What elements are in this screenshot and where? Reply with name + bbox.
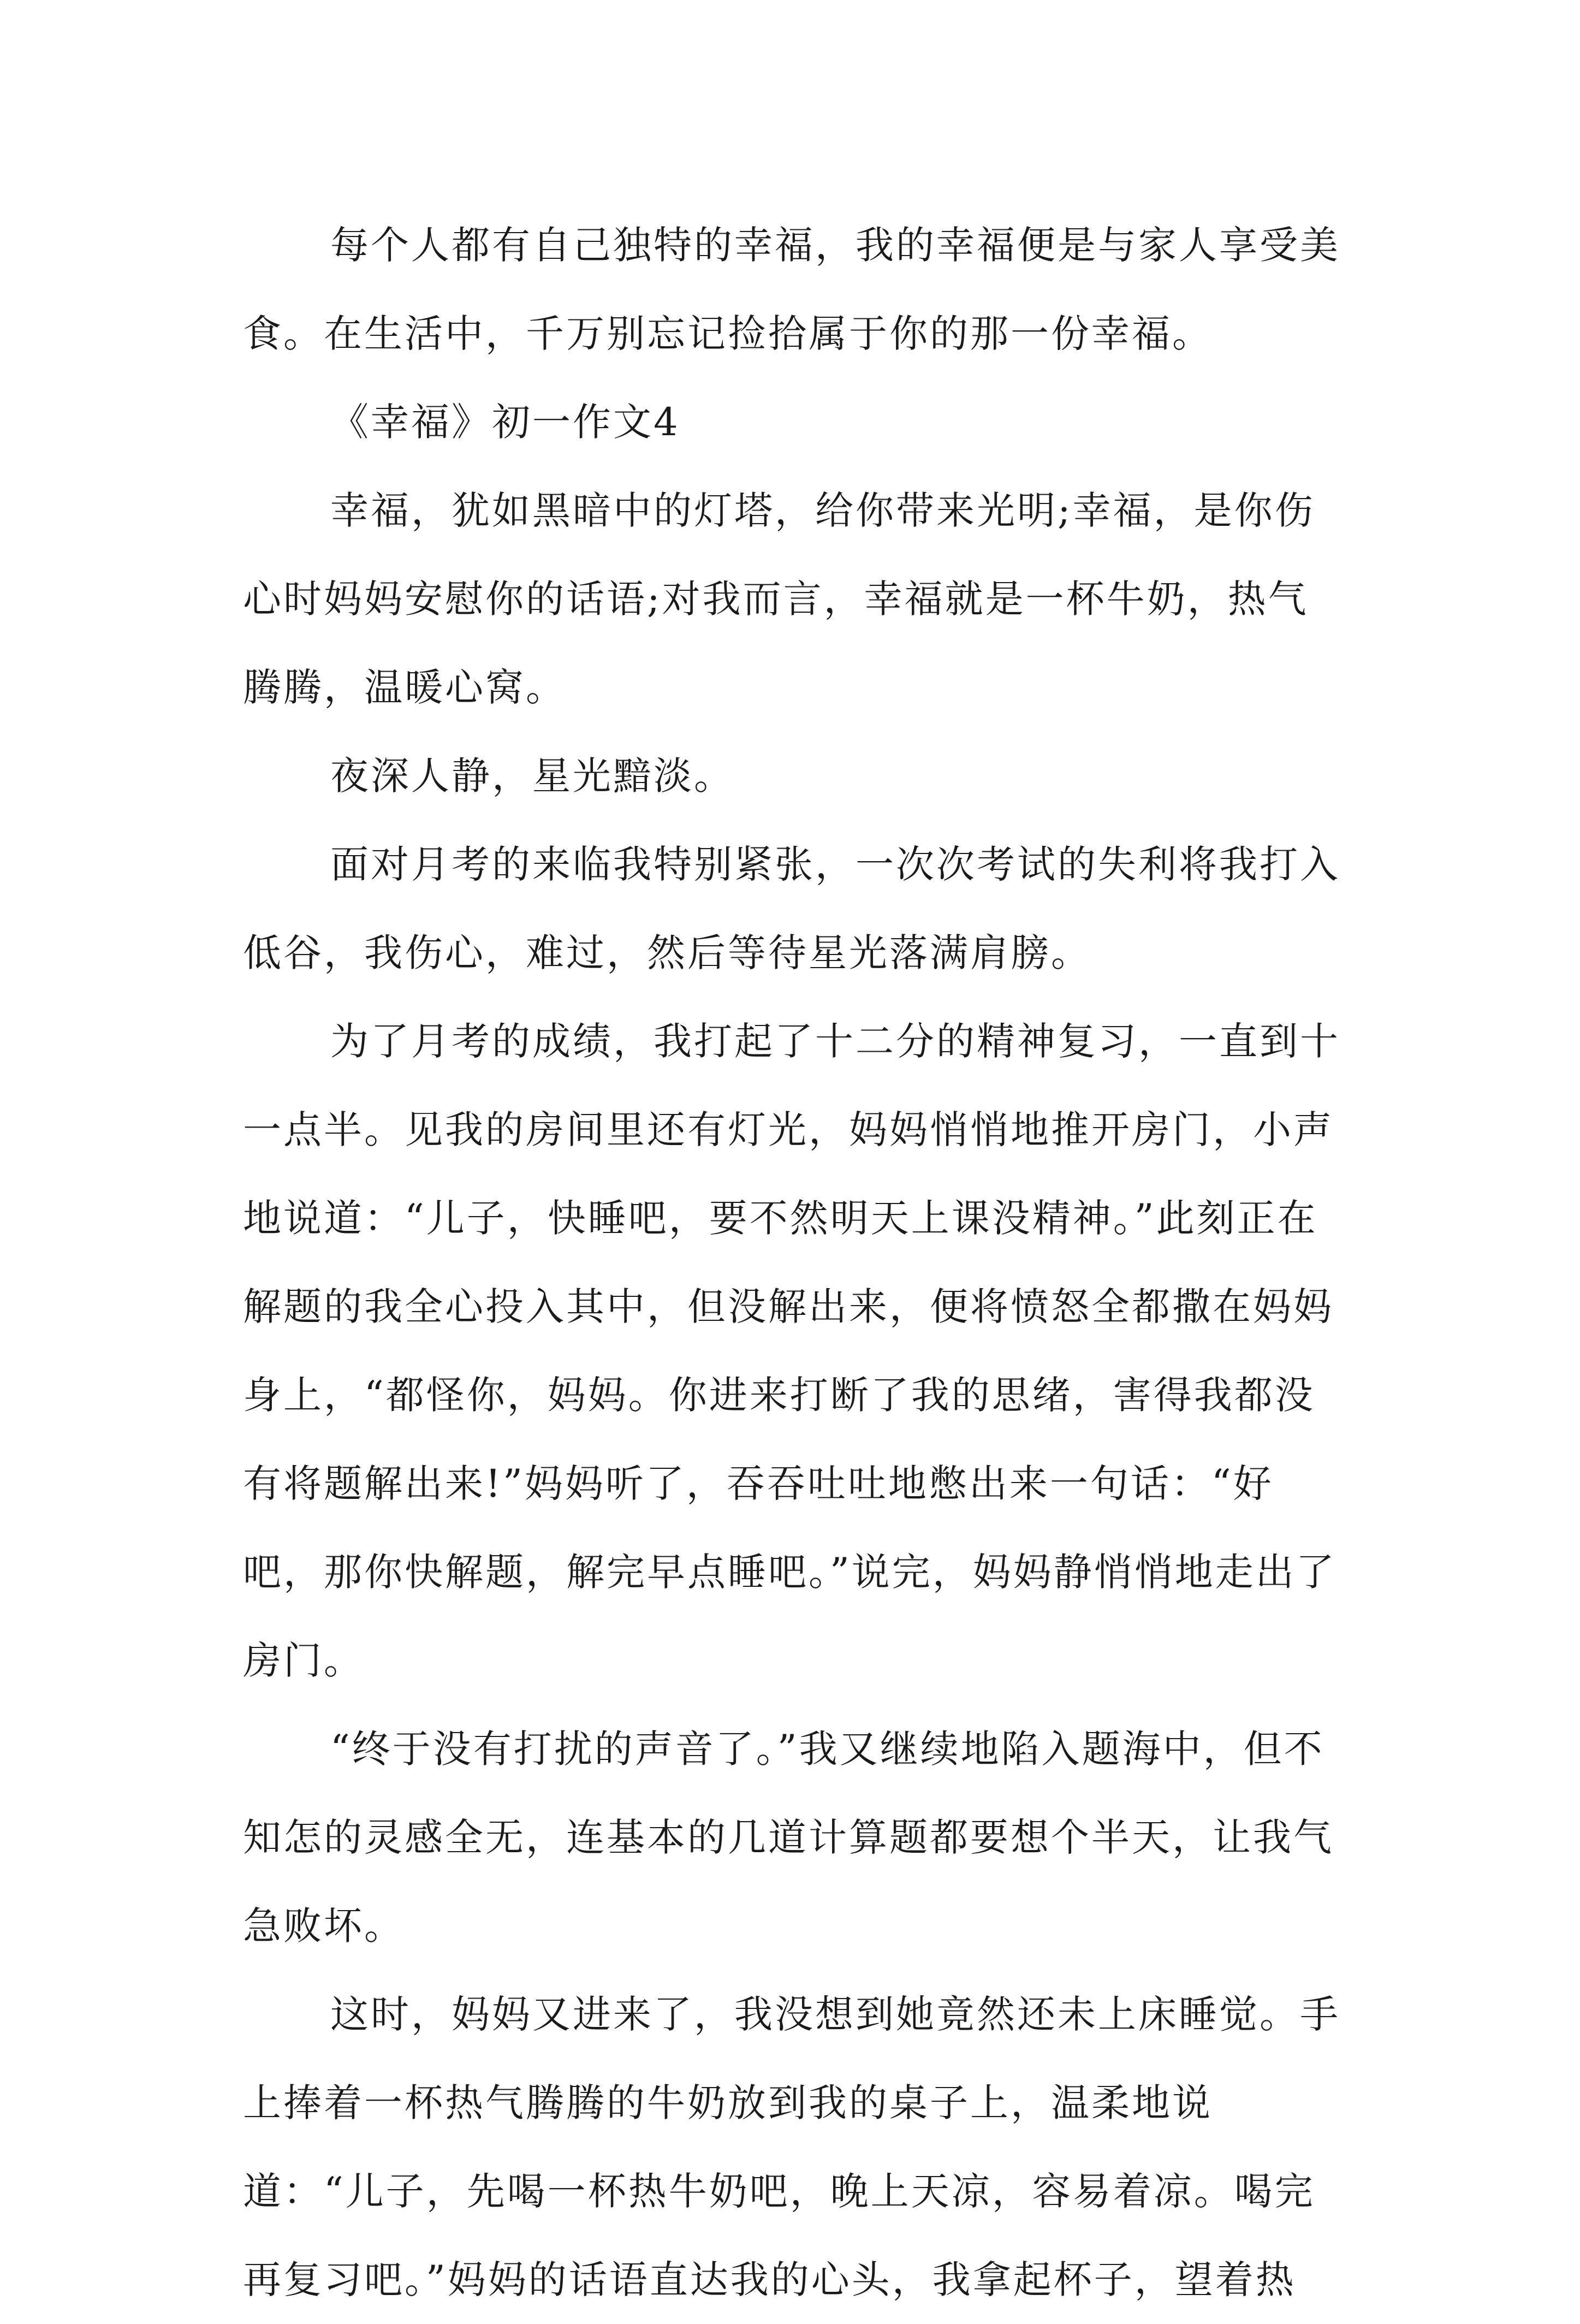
paragraph-night: 夜深人静，星光黯淡。 [330, 754, 734, 798]
paragraph-closing: 每个人都有自己独特的幸福，我的幸福便是与家人享受美食。在生活中，千万别忘记捡拾属于你的那一份幸福。 [243, 223, 1340, 356]
paragraph-milk: 这时，妈妈又进来了，我没想到她竟然还未上床睡觉。手上捧着一杯热气腾腾的牛奶放到我的桌子上，温柔地说道：“儿子，先喝一杯热牛奶吧，晚上天凉，容易着凉。喝完再复习吧。”妈妈的话语直达我的心头，我拿起杯子，望着热 [243, 1992, 1340, 2302]
paragraph-quiet: “终于没有打扰的声音了。”我又继续地陷入题海中，但不知怎的灵感全无，连基本的几道计算题都要想个半天，让我气急败坏。 [243, 1727, 1334, 1948]
article-body [243, 201, 1346, 2324]
paragraph-intro: 幸福，犹如黑暗中的灯塔，给你带来光明;幸福，是你伤心时妈妈安慰你的话语;对我而言，幸福就是一杯牛奶，热气腾腾，温暖心窝。 [243, 488, 1315, 710]
paragraph-exam: 面对月考的来临我特别紧张，一次次考试的失利将我打入低谷，我伤心，难过，然后等待星光落满肩膀。 [243, 842, 1340, 975]
essay-title: 《幸福》初一作文4 [330, 400, 680, 444]
paragraph-study: 为了月考的成绩，我打起了十二分的精神复习，一直到十一点半。见我的房间里还有灯光，妈妈悄悄地推开房门，小声地说道：“儿子，快睡吧，要不然明天上课没精神。”此刻正在解题的我全心投入其中，但没解出来，便将愤怒全都撒在妈妈身上，“都怪你，妈妈。你进来打断了我的思绪，害得我都没有将题解出来!”妈妈听了，吞吞吐吐地憋出来一句话：“好吧，那你快解题，解完早点睡吧。”说完，妈妈静悄悄地走出了房门。 [243, 1019, 1340, 1683]
